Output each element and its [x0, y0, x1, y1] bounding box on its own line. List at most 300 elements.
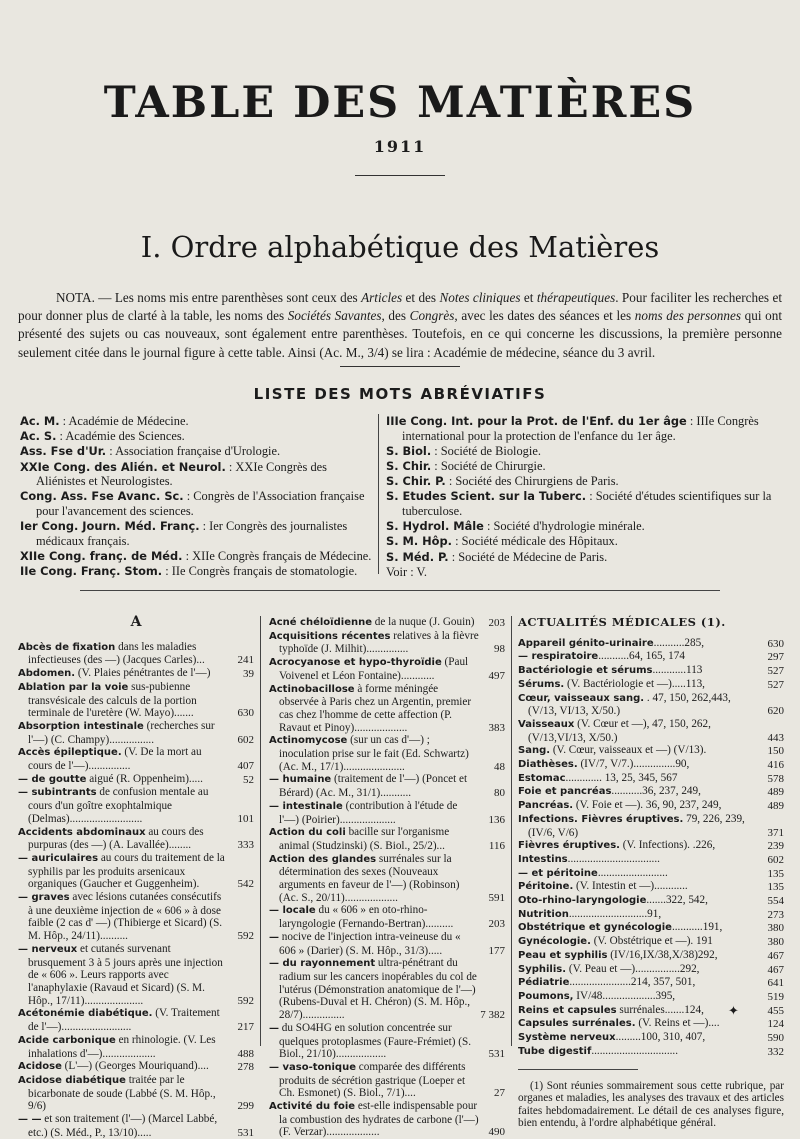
entry-heading: Acné chéloïdienne [269, 617, 372, 628]
abbreviation-item [386, 519, 782, 534]
entry-text: du « 606 » en oto-rhino-laryngologie (Fernando-Bertran).......... [279, 904, 454, 931]
entry-text: IV/48...................395, [573, 989, 676, 1002]
abbreviation-meaning: : Académie des Sciences. [56, 429, 185, 444]
entry-text: avec lésions cutanées consécutifs à une deuxième injection de « 606 » à dose faible (2 cas d' —) (Thibierge et Sicard) (S. M. Hôp., 24/11).......... [28, 891, 223, 943]
index-entry [518, 692, 784, 718]
abbreviation-item [20, 564, 378, 579]
entry-heading: Acide carbonique [18, 1034, 116, 1046]
page-title: TABLE DES MATIÈRES [103, 78, 697, 128]
page-number: 150 [767, 745, 784, 758]
abbreviation-meaning: : Académie de Médecine. [59, 414, 189, 428]
entry-heading: Syphilis. [518, 963, 567, 975]
abbreviation-item [20, 519, 378, 548]
entry-text: ............. 13, 25, 345, 567 [565, 771, 678, 784]
index-entry [18, 681, 254, 720]
entry-text: (V. Bactériologie et —).....113, [564, 677, 705, 690]
divider [355, 175, 445, 176]
entry-text: traitée par le bicarbonate de soude (Labbé (S. M. Hôp., 9/6) [28, 1073, 216, 1113]
letter-heading: A [130, 614, 142, 630]
abbreviation-meaning: : IIe Congrès français de stomatologie. [162, 564, 358, 579]
entry-heading: Acidose diabétique [18, 1074, 126, 1086]
entry-text: (V. Cœur et —), 47, 150, 262, (V/13,VI/13, X/50.) [528, 717, 711, 744]
index-entry [518, 744, 784, 758]
entry-heading: Action des glandes [269, 853, 377, 865]
index-entry [18, 667, 254, 681]
entry-heading: Acquisitions récentes [269, 630, 391, 642]
page-number: 7 382 [480, 1009, 505, 1022]
page-number: 48 [494, 760, 505, 773]
entry-heading: — subintrants [18, 787, 97, 799]
page-number: 39 [243, 668, 254, 681]
entry-text: (V. Plaies pénétrantes de l'—) [75, 667, 211, 680]
index-entry [18, 891, 254, 943]
abbreviation-item [20, 460, 378, 489]
entry-text: (V. Foie et —). 36, 90, 237, 249, [573, 799, 722, 812]
abbreviation-term: XIIe Cong. franç. de Méd. [20, 548, 183, 563]
footnote: (1) Sont réunies sommairement sous cette rubrique, par organes et maladies, les analyses des travaux et des articles faites hebdomadairement. Le détail de ces analyses figure, bien entendu, à l'ordre alphabétique général. [518, 1079, 784, 1130]
abbreviation-term: IIIe Cong. Int. pour la Prot. de l'Enf. du 1er âge [386, 414, 687, 428]
entry-heading: Estomac [518, 772, 566, 784]
abbreviation-item [20, 429, 378, 444]
page-number: 531 [488, 1048, 505, 1061]
entry-text: de confusion mentale au cours d'un goître exophtalmique (Delmas).......................... [28, 786, 209, 825]
index-entry [269, 1061, 505, 1100]
page-number: 116 [488, 839, 505, 852]
index-entry [269, 800, 505, 826]
entry-text: (V. Reins et —).... [635, 1017, 720, 1030]
entry-heading: — de goutte [18, 773, 87, 785]
index-entry [269, 630, 505, 656]
page-number: 80 [494, 787, 505, 800]
entry-text: et son traitement (l'—) (Marcel Labbé, etc.) (S. Méd., P., 13/10)..... [28, 1113, 218, 1139]
abbreviation-term: Ass. Fse d'Ur. [20, 444, 107, 459]
entry-heading: Pédiatrie [518, 977, 570, 989]
entry-heading: — [269, 1022, 279, 1034]
entry-text: de la nuque (J. Gouin) [372, 616, 475, 628]
entry-heading: Ablation par la voie [18, 681, 129, 693]
index-entry [518, 963, 784, 977]
abbreviation-meaning: : IIIe Congrès international pour la protection de l'enfance du 1er âge. [402, 414, 759, 443]
page-number: 332 [767, 1045, 784, 1058]
index-entry [18, 641, 254, 667]
entry-heading: Péritoine. [518, 881, 574, 893]
column-divider [260, 616, 261, 1046]
page-number: 488 [237, 1047, 254, 1060]
entry-text: ................................. [567, 852, 660, 865]
page-number: 380 [767, 936, 784, 949]
entry-heading: Accidents abdominaux [18, 826, 146, 838]
page-number: 554 [767, 895, 784, 908]
page-number: 203 [488, 918, 505, 931]
abbreviation-term: S. M. Hôp. [386, 534, 452, 549]
index-entry [18, 1113, 254, 1139]
page-number: 333 [237, 839, 254, 852]
abbreviations-left-column [20, 414, 378, 579]
index-column-1 [18, 616, 254, 1139]
index-entry [518, 990, 784, 1004]
entry-text: nocive de l'injection intra-veineuse du « 606 » (Darier) (S. M. Hôp., 31/3)..... [279, 930, 461, 957]
index-entry [269, 656, 505, 682]
entry-heading: Sang. [518, 745, 551, 757]
index-entry [518, 1031, 784, 1045]
index-entry [518, 799, 784, 813]
page-number: 52 [243, 773, 254, 786]
page-number: 489 [767, 786, 784, 799]
page-number: 527 [767, 665, 784, 678]
entry-heading: Absorption intestinale [18, 720, 144, 732]
entry-heading: Infections. Fièvres éruptives. [518, 813, 684, 825]
abbreviation-term: Ac. M. [20, 414, 60, 428]
page-number: 299 [237, 1100, 254, 1113]
index-entry [269, 931, 505, 957]
entry-text: (sur un cas d'—) ; inoculation prise sur le fait (Ed. Schwartz) (Ac. M., 17/1)...................... [279, 734, 469, 773]
index-entry [269, 826, 505, 852]
entry-text: comparée des différents produits de sécrétion gastrique (Loeper et Ch. Esmonet) (S. Biol., 7/1).... [279, 1060, 466, 1100]
entry-heading: Intestins [518, 853, 568, 865]
abbreviation-meaning: : Société de Chirurgie. [431, 458, 546, 473]
entry-heading: — — [18, 1114, 42, 1126]
entry-text: .........100, 310, 407, [615, 1031, 706, 1044]
entry-text: 79, 226, 239, (IV/6, V/6) [528, 812, 745, 839]
index-entry [518, 949, 784, 963]
entry-text: (V. De la mort au cours de l'—)............... [28, 746, 202, 773]
entry-text: . 47, 150, 262,443, (V/13, VI/13, X/50.) [528, 691, 731, 718]
abbreviation-meaning: : Société médicale des Hôpitaux. [451, 534, 618, 549]
index-entry [518, 894, 784, 908]
page-number: 531 [237, 1126, 254, 1139]
entry-text: (contribution à l'étude de l'—) (Poirier).................... [279, 799, 458, 826]
entry-heading: Fièvres éruptives. [518, 840, 620, 852]
index-entry [269, 1100, 505, 1139]
page-number: 124 [767, 1018, 784, 1031]
entry-text: en rhinologie. (V. Les inhalations d'—)................... [28, 1033, 216, 1060]
abbreviation-item [386, 534, 782, 549]
index-entry [269, 773, 505, 799]
page-number: 592 [237, 994, 254, 1007]
page-number: 578 [767, 772, 784, 785]
entry-text: au cours du traitement de la syphilis par les produits arsenicaux organiques (Gaucher et Guggenheim). [28, 851, 225, 891]
abbreviation-item [20, 489, 378, 518]
page-number: 602 [767, 853, 784, 866]
abbreviation-term: S. Chir. P. [386, 474, 446, 489]
entry-text: (V. Peau et —)................292, [566, 962, 700, 975]
entry-heading: — locale [269, 905, 316, 917]
page-number: 602 [237, 733, 254, 746]
divider [518, 1069, 638, 1070]
abbreviation-term: XXIe Cong. des Alién. et Neurol. [20, 459, 226, 474]
entry-text: surrénales.......124, [616, 1003, 704, 1016]
index-entry [518, 921, 784, 935]
entry-heading: Accès épileptique. [18, 747, 122, 759]
page-number: 467 [767, 963, 784, 976]
entry-heading: Actinomycose [269, 735, 348, 747]
entry-heading: Vaisseaux [518, 718, 575, 730]
page-number: 443 [767, 731, 784, 744]
abbreviation-meaning: : Ier Congrès des journalistes médicaux français. [36, 519, 348, 548]
page-number: 27 [494, 1087, 505, 1100]
entry-text: est-elle indispensable pour la combustion des hydrates de carbone (l'—) (F. Verzar)................... [279, 1100, 479, 1139]
index-entry [518, 650, 784, 664]
page-number: 136 [488, 813, 505, 826]
index-entry [518, 678, 784, 692]
page-number: 641 [767, 977, 784, 990]
entry-heading: — [269, 931, 279, 943]
entry-heading: Peau et syphilis [518, 949, 608, 961]
entry-heading: — auriculaires [18, 852, 99, 864]
abbreviation-meaning: : Société d'études scientifiques sur la tuberculose. [402, 489, 772, 518]
entry-heading: Gynécologie. [518, 936, 591, 948]
nota-paragraph: NOTA. — Les noms mis entre parenthèses sont ceux des Articles et des Notes cliniques et thérapeutiques. Pour faciliter les recherches et pour donner plus de clarté à la table, les noms des Sociétés Savantes, des Congrès, avec les dates des séances et les noms des personnes qui ont présenté des sujets ou cas nouveaux, sont également entre parenthèses. Toutefois, en ce qui concerne les discussions, la première personne seulement citée dans le journal figure à cette table. Ainsi (Ac. M., 3/4) se lira : Académie de médecine, séance du 3 avril. [18, 290, 782, 360]
abbreviation-item [20, 414, 378, 429]
abbreviation-item [386, 459, 782, 474]
entry-heading: Poumons, [518, 990, 574, 1002]
column-divider [378, 414, 379, 574]
index-entry [269, 957, 505, 1022]
abbreviation-meaning: : Société de Médecine de Paris. [448, 549, 608, 564]
index-entry [269, 904, 505, 930]
divider [340, 366, 460, 367]
index-entry [518, 785, 784, 799]
abbreviation-item [20, 444, 378, 459]
entry-heading: — nerveux [18, 943, 78, 955]
abbreviation-meaning: : Congrès de l'Association française pour l'avancement des sciences. [36, 489, 365, 518]
page-number: 203 [488, 617, 505, 629]
entry-text: (Paul Voivenel et Léon Fontaine)............ [279, 656, 469, 682]
entry-text: surrénales sur la détermination des sexes (Nouveaux arguments en faveur de l'—) (Robinson) (Ac. S., 20/11)................... [279, 852, 460, 904]
abbreviation-term: S. Biol. [386, 443, 432, 458]
entry-text: et cutanés survenant brusquement 3 à 5 jours après une injection de « 606 ». Leurs rapports avec l'anaphylaxie (Ravaud et Sicard) (S. M. Hôp., 17/11)..................... [28, 942, 223, 1007]
entry-text: (V. Obstétrique et —). 191 [590, 935, 713, 948]
index-entry [18, 746, 254, 772]
abbreviation-term: Ier Cong. Journ. Méd. Franç. [20, 519, 200, 534]
page-number: 407 [237, 760, 254, 773]
ornament-icon: ✦ [728, 1004, 739, 1019]
abbreviation-term: IIe Cong. Franç. Stom. [20, 564, 163, 579]
entry-text: ...........191, [671, 921, 723, 934]
index-entry [518, 718, 784, 744]
entry-heading: Système nerveux [518, 1032, 616, 1044]
abbreviation-term: Ac. S. [20, 429, 57, 444]
entry-heading: Diathèses. [518, 759, 578, 771]
page-number: 380 [767, 922, 784, 935]
page-number: 416 [767, 759, 784, 772]
index-entry [518, 1045, 784, 1059]
entry-text: (IV/16,IX/38,X/38)292, [607, 948, 718, 961]
page-number: 101 [237, 812, 254, 825]
entry-heading: — du rayonnement [269, 958, 376, 970]
entry-heading: Sérums. [518, 678, 565, 690]
index-entry [18, 720, 254, 746]
abbreviation-term: S. Etudes Scient. sur la Tuberc. [386, 489, 587, 504]
index-entry [518, 1017, 784, 1031]
page-number: 519 [767, 990, 784, 1003]
index-entry [518, 772, 784, 786]
entry-heading: Cœur, vaisseaux sang. [518, 692, 645, 704]
entry-heading: Tube digestif [518, 1045, 592, 1057]
entry-text: (recherches sur l'—) (C. Champy)................ [28, 719, 215, 746]
index-entry [518, 935, 784, 949]
index-entry [518, 976, 784, 990]
entry-heading: Pancréas. [518, 800, 574, 812]
page-number: 630 [237, 707, 254, 720]
entry-text: ......................214, 357, 501, [569, 976, 696, 989]
index-entry [518, 813, 784, 839]
year: 1911 [373, 137, 427, 156]
entry-text: ............................... [591, 1044, 679, 1057]
page-number: 630 [767, 637, 784, 650]
page-number: 135 [767, 881, 784, 894]
index-entry [518, 758, 784, 772]
column-divider [511, 616, 512, 1046]
index-entry [518, 880, 784, 894]
page-number: 273 [767, 908, 784, 921]
index-column-2 [269, 616, 505, 1139]
entry-heading: Activité du foie [269, 1101, 356, 1113]
entry-heading: — intestinale [269, 800, 343, 812]
entry-text: ......................... [597, 866, 668, 879]
entry-text: bacille sur l'organisme animal (Studzinski) (S. Biol., 25/2)... [279, 826, 450, 852]
entry-heading: Action du coli [269, 827, 346, 839]
entry-text: à forme méningée observée à Paris chez un Argentin, premier cas chez l'homme de cette affection (P. Ravaut et Pinoy)................... [279, 682, 472, 734]
entry-text: ultra-pénétrant du radium sur les cancers inopérables du col de l'utérus (Démonstration anatomique de l'—) (Rubens-Duval et H. Chéron) (S. M. Hôp., 28/7)............... [279, 957, 477, 1022]
abbreviation-meaning: : Société d'hydrologie minérale. [483, 519, 645, 534]
entry-text: ............................91, [568, 907, 662, 920]
abbreviation-meaning: : Association française d'Urologie. [106, 444, 281, 459]
entry-text: relatives à la fièvre typhoïde (J. Milhit)............... [279, 629, 479, 656]
page-number: 542 [237, 878, 254, 891]
page-number: 239 [767, 840, 784, 853]
entry-text: ...........64, 165, 174 [598, 650, 685, 663]
entry-heading: Bactériologie et sérums [518, 665, 653, 677]
entry-heading: Capsules surrénales. [518, 1018, 636, 1030]
entry-text: ...........36, 237, 249, [611, 785, 701, 798]
abbreviation-term: S. Hydrol. Mâle [386, 519, 484, 534]
abbreviation-item [386, 414, 782, 443]
page-number: 590 [767, 1032, 784, 1045]
index-entry [518, 637, 784, 651]
entry-heading: Actinobacillose [269, 683, 355, 695]
index-entry [269, 616, 505, 630]
index-entry [18, 1074, 254, 1113]
index-column-3 [518, 616, 784, 1130]
index-entry [18, 826, 254, 852]
entry-heading: — humaine [269, 774, 332, 786]
entry-heading: Obstétrique et gynécologie [518, 922, 672, 934]
abbreviation-meaning: : Société des Chirurgiens de Paris. [445, 474, 619, 489]
entry-heading: — vaso-tonique [269, 1061, 356, 1073]
page-number: 497 [488, 669, 505, 682]
entry-heading: Acrocyanose et hypo-thyroïdie [269, 657, 442, 669]
index-entry [18, 852, 254, 891]
page-number: 135 [767, 867, 784, 880]
page-number: 489 [767, 800, 784, 813]
page-number: 591 [488, 891, 505, 904]
entry-heading: — et péritoine [518, 867, 598, 879]
page-number: 527 [767, 678, 784, 691]
index-entry [18, 1007, 254, 1033]
entry-text: du SO4HG en solution concentrée sur quelques protoplasmes (Faure-Frémiet) (S. Biol., 21/10).................. [279, 1021, 472, 1061]
entry-heading: Abdomen. [18, 668, 76, 680]
entry-text: ............113 [652, 664, 703, 677]
page-number: 217 [237, 1021, 254, 1034]
abbreviation-term: S. Méd. P. [386, 549, 449, 564]
entry-heading: Reins et capsules [518, 1004, 617, 1016]
page-number: 592 [237, 930, 254, 943]
abbreviation-item [386, 489, 782, 518]
divider [80, 590, 720, 591]
abbreviation-item [386, 444, 782, 459]
entry-text: (V. Cœur, vaisseaux et —) (V/13). [550, 744, 707, 757]
entry-text: ...........285, [653, 636, 704, 649]
abbreviation-meaning: : XXIe Congrès des Aliénistes et Neurologistes. [36, 459, 327, 489]
entry-text: aigué (R. Oppenheim)..... [86, 772, 203, 785]
index-entry [518, 1004, 784, 1018]
entry-text: (L'—) (Georges Mouriquand).... [61, 1060, 209, 1073]
page-number: 177 [488, 944, 505, 957]
index-entry [518, 853, 784, 867]
entry-heading: Oto-rhino-laryngologie [518, 895, 647, 907]
page-number: 278 [237, 1061, 254, 1074]
abbreviation-item [386, 550, 782, 565]
entry-heading: Acétonémie diabétique. [18, 1008, 153, 1020]
abbreviation-meaning: : XIIe Congrès français de Médecine. [182, 548, 372, 563]
entry-heading: Nutrition [518, 908, 569, 920]
index-entry [18, 773, 254, 787]
abbreviation-term: Cong. Ass. Fse Avanc. Sc. [20, 489, 184, 504]
index-entry [269, 683, 505, 735]
entry-text: (V. Traitement de l'—)......................... [28, 1007, 220, 1034]
index-entry [518, 839, 784, 853]
entry-text: (IV/7, V/7.)...............90, [577, 758, 690, 771]
page-number: 371 [767, 826, 784, 839]
actualites-heading: ACTUALITÉS MÉDICALES (1). [518, 615, 726, 629]
index-entry [518, 867, 784, 881]
page-number: 297 [767, 651, 784, 664]
page-number: 490 [488, 1126, 505, 1139]
index-entry [18, 1034, 254, 1060]
entry-heading: — graves [18, 892, 70, 904]
index-entry [18, 786, 254, 825]
abbreviations-right-column [386, 414, 782, 580]
index-entry [518, 908, 784, 922]
entry-text: sus-pubienne transvésicale des calculs de la portion terminale de l'uretère (W. Mayo)....... [28, 680, 197, 720]
abbreviation-meaning: : Société de Biologie. [431, 443, 541, 458]
entry-heading: Foie et pancréas [518, 786, 612, 798]
page-number: 467 [767, 949, 784, 962]
index-entry [18, 1060, 254, 1074]
abbreviations-title: LISTE DES MOTS ABRÉVIATIFS [253, 385, 547, 403]
entry-heading: — respiratoire [518, 651, 599, 663]
index-entry [269, 1022, 505, 1061]
page-number: 241 [237, 654, 254, 667]
entry-text: dans les maladies infectieuses (des —) (Jacques Carles)... [28, 640, 205, 667]
entry-text: (V. Infections). .226, [619, 839, 716, 852]
entry-heading: Appareil génito-urinaire [518, 637, 654, 649]
entry-text: (V. Intestin et —)............ [573, 880, 688, 893]
index-entry [269, 853, 505, 905]
index-entry [518, 664, 784, 678]
page-number: 455 [767, 1004, 784, 1017]
section-heading: I. Ordre alphabétique des Matières [140, 230, 660, 264]
entry-text: au cours des purpuras (des —) (A. Lavallée)........ [28, 825, 204, 852]
entry-text: (traitement de l'—) (Poncet et Bérard) (Ac. M., 31/1)........... [279, 773, 468, 800]
abbreviation-item [386, 565, 782, 580]
page-number: 98 [494, 643, 505, 656]
page-number: 620 [767, 705, 784, 718]
index-entry [269, 734, 505, 773]
index-entry [18, 943, 254, 1008]
abbreviation-meaning: Voir : V. [386, 564, 427, 579]
